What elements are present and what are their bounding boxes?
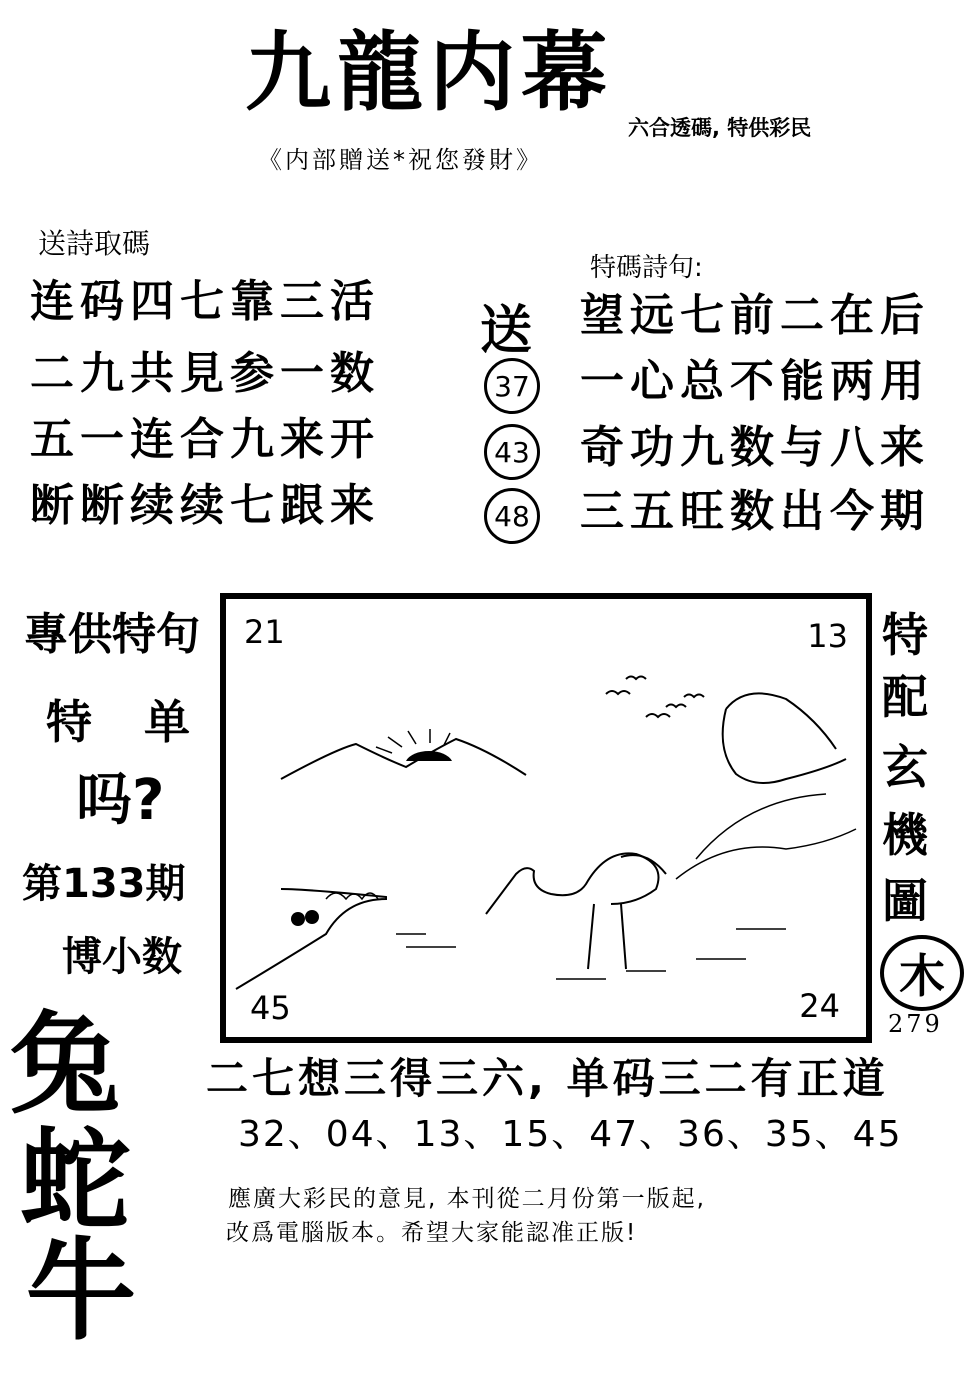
corner-number: 13: [807, 617, 848, 655]
birds-drawing: [606, 677, 704, 718]
circled-number: 48: [484, 488, 540, 544]
sun-drawing: [406, 751, 452, 761]
left-section-heading: 送詩取碼: [38, 227, 151, 260]
corner-number: 21: [244, 613, 285, 651]
vertical-title-char: 配: [882, 670, 928, 724]
notice-line: 改爲電腦版本。希望大家能認准正版!: [226, 1220, 638, 1246]
corner-number: 24: [799, 987, 840, 1025]
crane-drawing: [486, 853, 666, 969]
hills-drawing: [281, 739, 526, 779]
right-poem-line: 一心总不能两用: [580, 356, 930, 407]
right-poem-line: 三五旺数出今期: [580, 486, 930, 537]
corner-number: 45: [250, 989, 291, 1027]
vertical-title-char: 圖: [882, 874, 928, 928]
sun-rays: [376, 729, 450, 753]
left-poem-line: 二九共見参一数: [30, 348, 380, 399]
side-line: 特 单: [46, 695, 209, 749]
cliff-drawing: [723, 709, 846, 783]
shore-drawing: [236, 889, 386, 989]
right-poem-line: 望远七前二在后: [580, 290, 930, 341]
hint-line: 二七想三得三六, 单码三二有正道: [206, 1054, 889, 1103]
zodiac-char: 兔: [10, 1000, 120, 1129]
left-poem-line: 连码四七靠三活: [30, 276, 380, 327]
zodiac-char: 蛇: [20, 1116, 130, 1245]
circled-number: 43: [484, 424, 540, 480]
page-subtitle: 六合透碼, 特供彩民: [628, 116, 812, 140]
vertical-title-char: 機: [882, 808, 928, 862]
circled-number: 37: [484, 358, 540, 414]
landscape-drawing: [226, 599, 866, 1037]
number-list: 32、04、13、15、47、36、35、45: [238, 1114, 903, 1155]
banner: 《内部贈送*祝您發財》: [258, 146, 543, 174]
side-line: 博小数: [62, 934, 182, 980]
notice-line: 應廣大彩民的意見, 本刊從二月份第一版起,: [228, 1186, 706, 1212]
song-marker: 送: [480, 301, 533, 361]
left-poem-line: 断断续续七跟来: [30, 480, 380, 531]
side-heading: 專供特句: [24, 609, 200, 660]
side-question: 吗?: [76, 768, 165, 833]
code-number: 279: [888, 1010, 943, 1038]
vertical-title-char: 特: [882, 608, 928, 662]
left-poem-line: 五一连合九来开: [30, 414, 380, 465]
vertical-title-char: 玄: [882, 740, 928, 794]
mystery-picture: [220, 593, 872, 1043]
right-section-heading: 特碼詩句:: [590, 253, 703, 283]
right-poem-line: 奇功九数与八来: [580, 422, 930, 473]
circled-element-char: 木: [880, 935, 964, 1011]
issue-number: 第133期: [22, 861, 186, 907]
zodiac-char: 牛: [26, 1226, 136, 1355]
page-title: 九龍内幕: [245, 22, 613, 123]
